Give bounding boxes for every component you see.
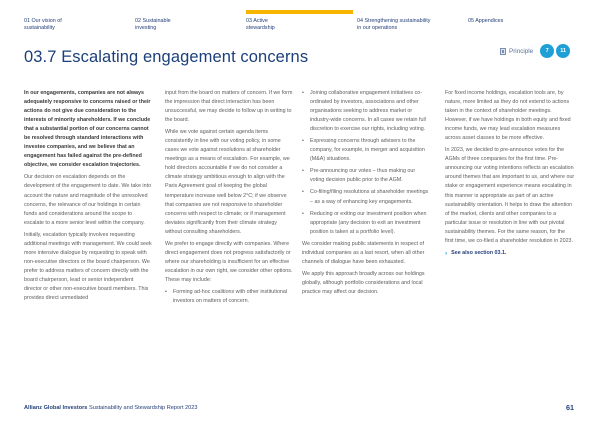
principle-references [500, 44, 572, 58]
column-2 [165, 89, 293, 309]
paragraph: In 2023, we decided to pre-announce votes for the AGMs of three companies for the first time. Pre-announcing our voting intentions reflects an escalation around themes that are important to us, and where our stake or engagement experience means escalating in this manner is appropriate as part of an active sustainability orientation. It helps to draw the attention of the market, clients and other companies to a particular issue or resolution in line with our pivotal sustainability themes. For the same reason, for the first time, we co-filed a shareholder resolution in 2023. [445, 147, 575, 244]
paragraph: input from the board on matters of concern. If we form the impression that direct interaction has been unsuccessful, we may decide to follow up in writing to the board. [165, 90, 293, 124]
principle-badge-11[interactable]: 11 [556, 44, 570, 58]
nav-item-label: investing [135, 25, 157, 32]
list-item: • Pre-announcing our votes – thus making our voting decision public prior to the AGM. [302, 167, 430, 185]
escalation-options-list [165, 288, 293, 306]
document-icon [500, 48, 506, 55]
list-item: • Reducing or exiting our investment position when appropriate (any decision to exit an investment position is taken at a portfolio level). [302, 210, 430, 237]
nav-item-label: 03 Active [246, 18, 268, 24]
section-navigation [0, 0, 600, 36]
footer-brand: Allianz Global Investors [24, 405, 88, 411]
footer-report-title: Sustainability and Stewardship Report 2023 [87, 405, 198, 411]
list-item: • Co-filing/filing resolutions at shareholder meetings – as a way of enhancing key engagements. [302, 188, 430, 206]
list-item: • Forming ad-hoc coalitions with other institutional investors on matters of concern. [165, 288, 293, 306]
paragraph: We apply this approach broadly across our holdings globally, although portfolio considerations and local practice may affect our decision. [302, 270, 425, 295]
nav-item-label: 04 Strengthening sustainability [357, 18, 431, 24]
nav-item-label: 02 Sustainable [135, 18, 171, 24]
escalation-options-list-continued [302, 89, 430, 237]
principle-label: Principle [509, 47, 534, 55]
nav-item-sustainable-investing[interactable] [135, 18, 171, 32]
nav-item-label: in our operations [357, 25, 398, 32]
list-item: • Expressing concerns through advisers to the company, for example, in merger and acquisition (M&A) situations. [302, 137, 430, 164]
nav-item-label: 05 Appendices [468, 18, 504, 24]
nav-item-appendices[interactable] [468, 18, 503, 25]
column-4 [445, 89, 575, 258]
page-title: 03.7 Escalating engagement concerns [24, 48, 309, 66]
paragraph: Our decision on escalation depends on the development of the engagement to date. We take into account the nature and magnitude of the unresolved concerns, the relevance of our holdings in certain funds and considerations around the scope to escalate to a more senior level within the company. [24, 174, 152, 226]
nav-item-label: sustainability [24, 25, 55, 32]
paragraph: We consider making public statements in respect of individual companies as a last resort, when all other channels of dialogue have been exhausted. [302, 240, 425, 265]
footer [24, 405, 198, 411]
column-1 [24, 89, 152, 306]
nav-item-active-stewardship[interactable] [246, 18, 275, 32]
chevron-right-icon: › [445, 249, 448, 257]
paragraph: Initially, escalation typically involves requesting additional meetings with management. We could seek more intensive dialogue by requesting to speak with non-executive directors or the board chairperson. We prefer to address matters of concern directly with the board chairperson, lead or senior independent director or other non-executive board members. This provides direct unmediated [24, 231, 152, 302]
lead-paragraph: In our engagements, companies are not always adequately responsive to concerns raised or their actions do not give due consideration to the interests of minority shareholders. If we conclude that a substantial portion of our concerns cannot be resolved through standard interactions with investee companies, and we believe that an engagement has failed against the pre-defined objective, we consider escalation trajectories. [24, 90, 151, 169]
see-also-link[interactable] [445, 249, 575, 258]
nav-item-operations[interactable] [357, 18, 430, 32]
nav-item-vision[interactable] [24, 18, 62, 32]
see-also-label: See also section 03.1. [451, 249, 507, 256]
active-section-indicator [246, 10, 353, 14]
nav-item-label: 01 Our vision of [24, 18, 62, 24]
list-item: • Joining collaborative engagement initiatives co-ordinated by investors, associations and other organisations seeking to address market or industry-wide concerns. In all cases we retain full discretion to exercise our rights, including voting. [302, 89, 430, 134]
paragraph: For fixed income holdings, escalation tools are, by nature, more limited as they do not extend to actions taken in the context of shareholder meetings. However, if we have holdings in both equity and fixed income funds, we may lead escalation measures across asset classes to be more effective. [445, 90, 571, 142]
column-3 [302, 89, 430, 300]
principle-badge-7[interactable]: 7 [540, 44, 554, 58]
paragraph: We prefer to engage directly with companies. Where direct engagement does not progress satisfactorily or where our shareholding is insufficient for an effective escalation in our own right, we consider other options. These may include: [165, 240, 293, 283]
nav-item-label: stewardship [246, 25, 275, 32]
paragraph: While we vote against certain agenda items consistently in line with our voting policy, in some cases we vote against resolutions at shareholder meetings as a means of escalation. For example, we hold directors accountable if we do not consider a climate strategy ambitious enough to align with the Paris Agreement goal of keeping the global temperature increase well below 2°C; if we observe that companies are not responsive to shareholder concerns with respect to climate; or if management deviates significantly from their climate strategy without consulting shareholders. [165, 129, 290, 235]
page-number: 61 [566, 403, 574, 412]
